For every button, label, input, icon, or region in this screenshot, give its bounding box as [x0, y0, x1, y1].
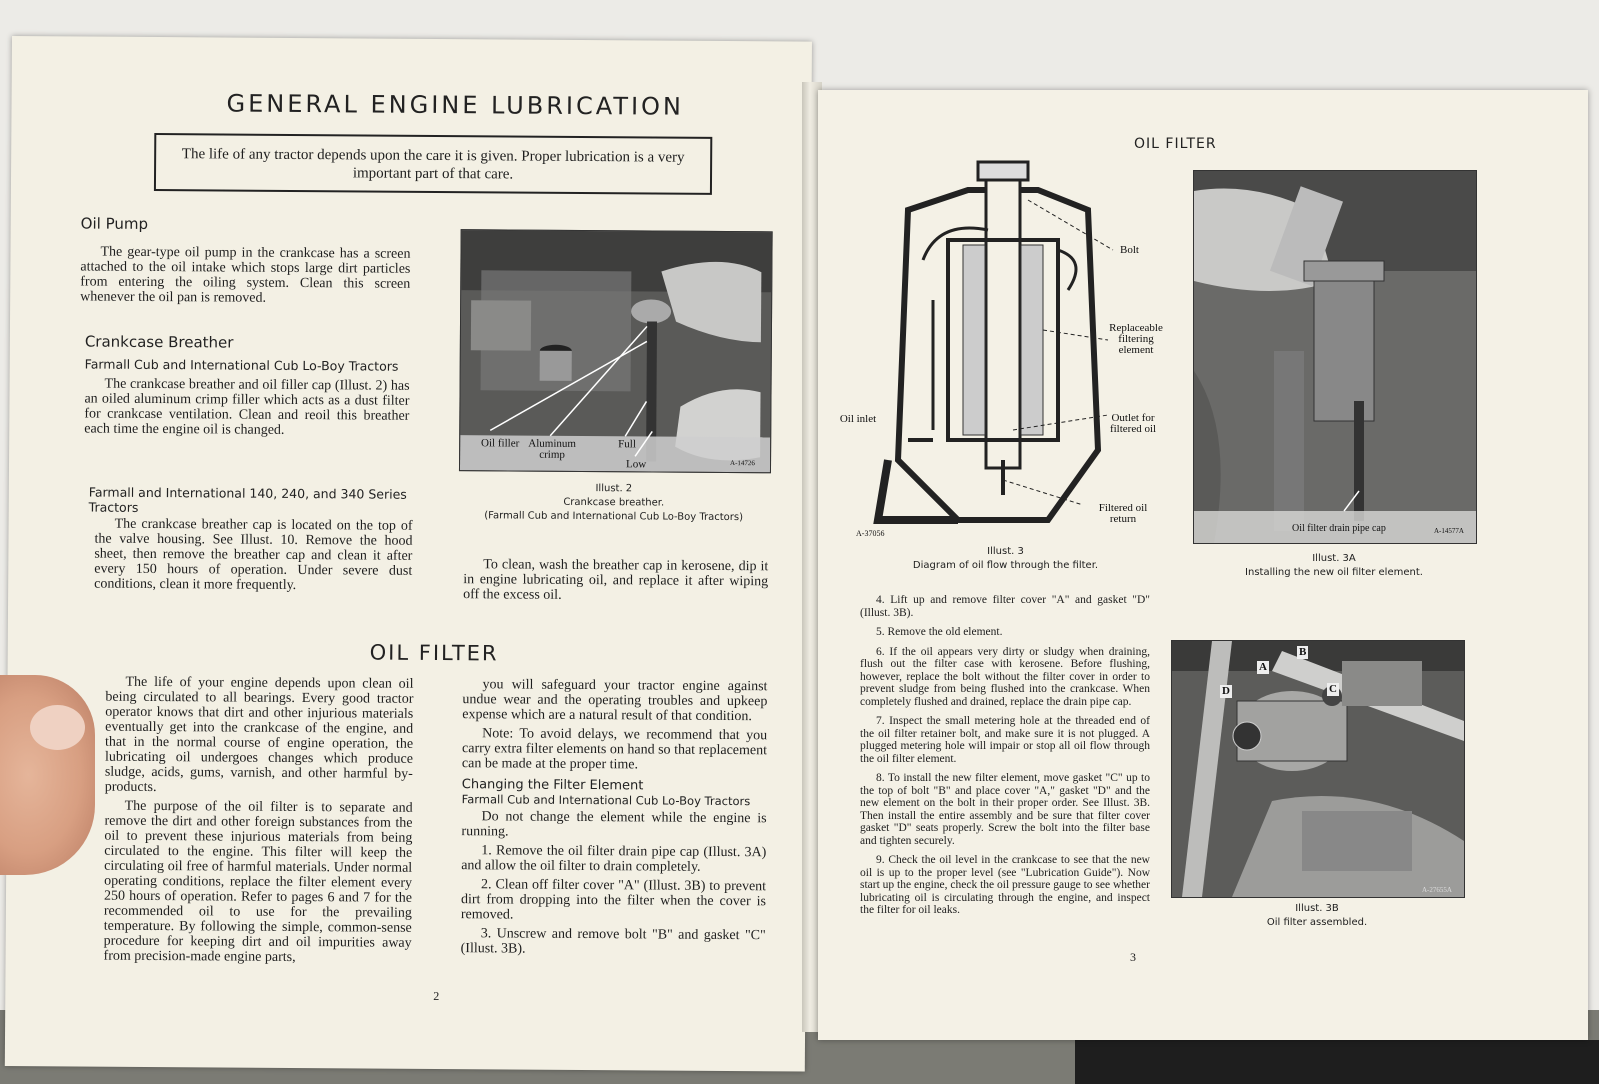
step-8: 8. To install the new filter element, move gasket "C" up to the top of bolt "B" and place cover "A," gasket "D" and the new element on the bolt in their proper order. See Illust. 3B. Then install the entire assembly and be sure that filter cover gasket "D" seats properly. Screw the bolt into the filter base and tighten securely.	[860, 772, 1150, 847]
page-number-3: 3	[1130, 950, 1136, 964]
bolt-label: Bolt	[1120, 244, 1139, 256]
oil-pump-heading: Oil Pump	[80, 214, 149, 233]
illust-3b-caption-text: Oil filter assembled.	[1266, 917, 1368, 928]
letter-d-label: D	[1222, 685, 1230, 697]
oil-filter-column-2	[461, 677, 768, 958]
oil-filter-continued-text: you will safeguard your tractor engine against undue wear and the operating troubles and upkeep expense which are a natural result of that condition.	[462, 677, 768, 725]
replaceable-element-label: Replaceable filtering element	[1109, 322, 1163, 356]
oil-inlet-label: Oil inlet	[839, 413, 877, 425]
holding-hand	[0, 675, 95, 875]
crankcase-breather-subheading: Farmall Cub and International Cub Lo-Boy Tractors	[84, 356, 399, 374]
full-label: Full	[618, 438, 636, 451]
letter-c-label: C	[1329, 683, 1337, 695]
steps-column	[860, 594, 1150, 924]
page-title: GENERAL ENGINE LUBRICATION	[226, 89, 685, 121]
illust-3-caption	[838, 545, 1173, 573]
crankcase-breather-text: The crankcase breather and oil filler cap (Illust. 2) has an oiled aluminum crimp filler which acts as a dust filter for crankcase ventilation. Clean and reoil this breather each time the engine oil is changed.	[84, 376, 410, 438]
engine-photo-drawing	[460, 230, 772, 472]
clean-breather-text: To clean, wash the breather cap in kerosene, dip it in engine lubricating oil, and replace it after wiping off the excess oil.	[463, 557, 769, 603]
changing-filter-subheading: Farmall Cub and International Cub Lo-Boy Tractors	[461, 792, 751, 809]
intro-box: The life of any tractor depends upon the care it is given. Proper lubrication is a very important part of that care.	[154, 133, 712, 195]
step-2: 2. Clean off filter cover "A" (Illust. 3B) to prevent dirt from dropping into the filter when the cover is removed.	[460, 877, 767, 923]
filtered-return-label: Filtered oil return	[1098, 502, 1148, 525]
photo-3a-drawing	[1194, 171, 1476, 543]
oil-filter-paragraph-1: The life of your engine depends upon clean oil being circulated to all bearings. Every good tractor operator knows that dirt and other injurious materials eventually get into the crankcase of the engine, and that in the normal course of engine operation, the lubricating oil undergoes changes which produce sludge, acids, gums, varnish, and other harmful by-products.	[104, 674, 414, 796]
changing-filter-intro: Do not change the element while the engine is running.	[461, 809, 767, 840]
oil-filler-label: Oil filler	[481, 437, 520, 450]
crankcase-breather-heading: Crankcase Breather	[84, 332, 234, 352]
oil-flow-diagram	[838, 160, 1173, 560]
illust-3a-number: Illust. 3A	[1312, 553, 1356, 564]
illust-3b-caption	[1171, 902, 1463, 930]
oil-filter-cutaway-drawing	[838, 160, 1173, 560]
photo-3a-code: A-14577A	[1434, 527, 1464, 535]
table-edge	[1075, 1040, 1599, 1084]
filter-assembled-photo	[1171, 640, 1465, 898]
page-number-2: 2	[433, 988, 440, 1004]
left-page	[5, 36, 812, 1072]
installing-element-photo	[1193, 170, 1477, 544]
letter-a-label: A	[1259, 661, 1267, 673]
step-9: 9. Check the oil level in the crankcase to see that the new oil is up to the proper level (see "Lubrication Guide"). Now start up the engine, check the oil pressure gauge to see whether lubricating oil is circulating through the engine, and inspect the filter for oil leaks.	[860, 854, 1150, 916]
outlet-label: Outlet for filtered oil	[1109, 412, 1157, 435]
illust-3b-number: Illust. 3B	[1295, 903, 1339, 914]
step-5: 5. Remove the old element.	[876, 626, 1003, 638]
letter-b-label: B	[1299, 646, 1307, 658]
step-1: 1. Remove the oil filter drain pipe cap (Illust. 3A) and allow the oil filter to drain completely.	[461, 843, 767, 875]
photo-3b-drawing	[1172, 641, 1464, 897]
right-page-title: OIL FILTER	[1134, 136, 1217, 152]
oil-filter-column-1	[104, 675, 414, 966]
oil-pump-text: The gear-type oil pump in the crankcase has a screen attached to the oil intake which stops large dirt particles from entering the oiling system. Clean this screen whenever the oil pan is removed.	[80, 244, 411, 306]
illust-2-number: Illust. 2	[595, 483, 633, 495]
step-3: 3. Unscrew and remove bolt "B" and gasket "C" (Illust. 3B).	[460, 926, 766, 957]
step-4: 4. Lift up and remove filter cover "A" and gasket "D" (Illust. 3B).	[860, 594, 1150, 619]
thumbnail	[30, 705, 85, 750]
note-text: Note: To avoid delays, we recommend that you carry extra filter elements on hand so that replacement can be made at the proper time.	[461, 726, 768, 773]
changing-filter-heading: Changing the Filter Element	[461, 777, 644, 794]
series-tractors-text: The crankcase breather cap is located on the top of the valve housing. See Illust. 10. Remove the hood sheet, then remove the breather cap and clean it after every 150 hours of operation. Under severe dust conditions, clean it more frequently.	[94, 516, 413, 593]
crankcase-breather-photo	[459, 229, 773, 473]
photo-3b-code: A-27655A	[1422, 886, 1452, 894]
drain-pipe-cap-label: Oil filter drain pipe cap	[1292, 523, 1386, 534]
illust-3a-caption	[1193, 552, 1475, 580]
oil-filter-paragraph-2: The purpose of the oil filter is to separate and remove the dirt and other foreign substances from the oil to prevent these injurious materials from being circulated to the engine. This filter will keep the circulating oil free of harmful materials. Under normal operating conditions, replace the filter element every 250 hours of operation. Refer to pages 6 and 7 for the recommended oil to use for the prevailing temperature. By following the simple, common-sense procedure for keeping dirt and oil impurities away from precision-made engine parts,	[103, 798, 413, 966]
series-tractors-heading: Farmall and International 140, 240, and 340 Series Tractors	[88, 484, 407, 515]
diagram-code: A-37056	[856, 529, 885, 538]
low-label: Low	[625, 458, 647, 471]
illust-3-caption-text: Diagram of oil flow through the filter.	[912, 560, 1099, 571]
illust-2-caption	[459, 481, 769, 525]
aluminum-crimp-label: Aluminum crimp	[528, 437, 577, 461]
step-7: 7. Inspect the small metering hole at the threaded end of the oil filter retainer bolt, and make sure it is not plugged. A plugged metering hole will impair or stop all oil flow through the oil filter element.	[860, 715, 1150, 765]
illust-2-caption-line2: (Farmall Cub and International Cub Lo-Boy Tractors)	[484, 510, 744, 524]
illust-3-number: Illust. 3	[987, 546, 1024, 557]
oil-filter-title: OIL FILTER	[369, 640, 499, 666]
illust-2-caption-line1: Crankcase breather.	[563, 496, 665, 509]
illust-3a-caption-text: Installing the new oil filter element.	[1245, 567, 1423, 578]
photo-code: A-14726	[730, 459, 755, 468]
right-page	[818, 90, 1588, 1040]
step-6: 6. If the oil appears very dirty or sludgy when draining, flush out the filter case with kerosene. Before flushing, however, replace the bolt without the filter cover in order to prevent sludge from being flushed into the crankcase. When completely flushed and drained, replace the drain pipe cap.	[860, 645, 1150, 708]
